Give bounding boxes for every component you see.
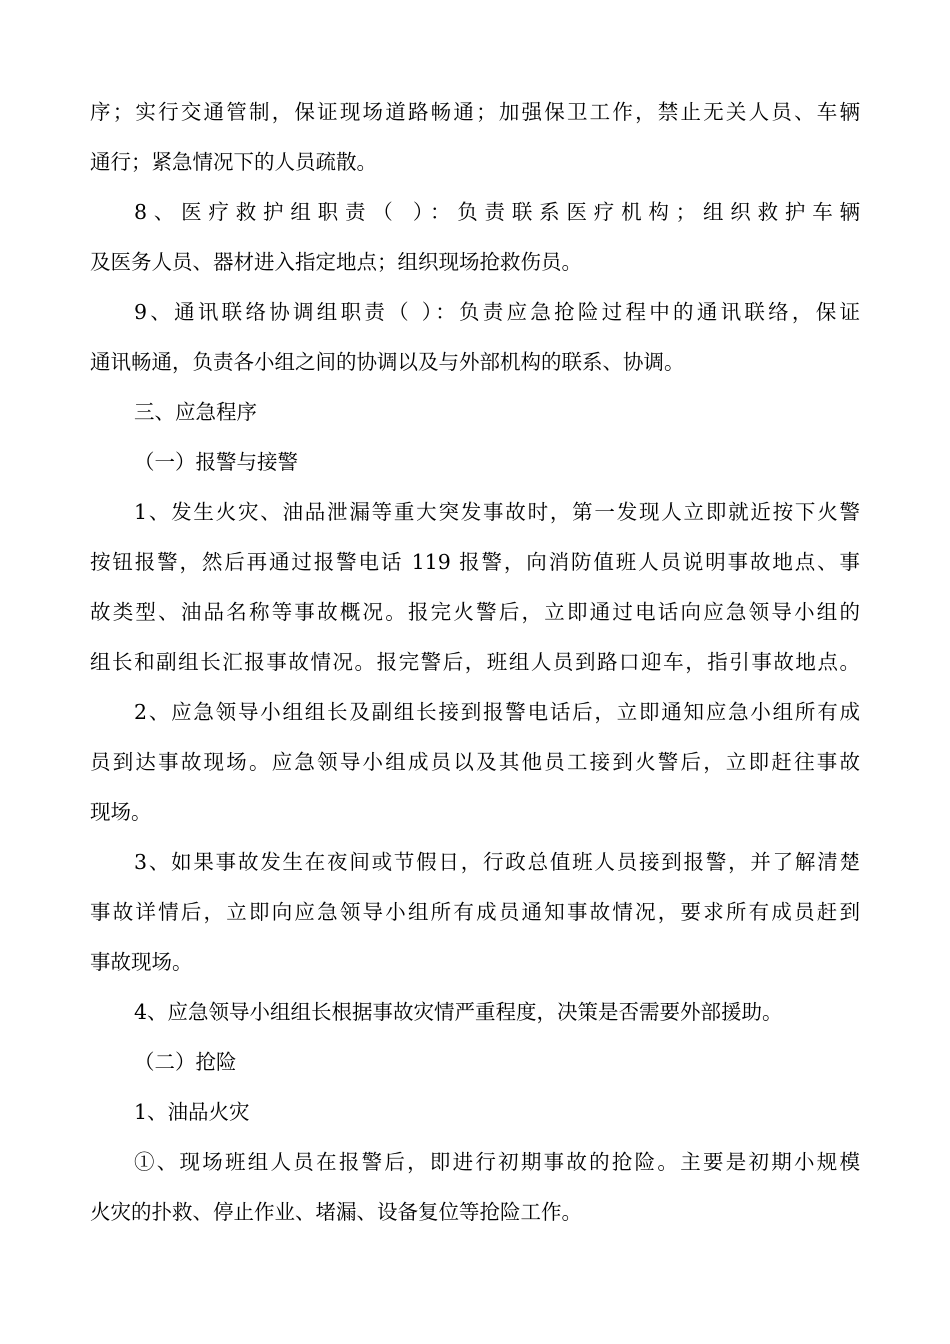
text-line: 火灾的扑救、停止作业、堵漏、设备复位等抢险工作。 (90, 1200, 582, 1224)
text-line: 及医务人员、器材进入指定地点；组织现场抢救伤员。 (90, 250, 582, 274)
text-line: 序；实行交通管制，保证现场道路畅通；加强保卫工作，禁止无关人员、车辆 (90, 100, 860, 124)
subsection-heading: （二）抢险 (134, 1050, 237, 1074)
text-line: 通讯畅通，负责各小组之间的协调以及与外部机构的联系、协调。 (90, 350, 685, 374)
text-line: 现场。 (90, 800, 152, 824)
text-line: 3、如果事故发生在夜间或节假日，行政总值班人员接到报警，并了解清楚 (134, 850, 860, 874)
item-heading: 1、油品火灾 (134, 1100, 250, 1124)
text-line: 事故现场。 (90, 950, 193, 974)
text-line: 通行；紧急情况下的人员疏散。 (90, 150, 377, 174)
text-line: 1、发生火灾、油品泄漏等重大突发事故时，第一发现人立即就近按下火警 (134, 500, 860, 524)
text-line: 事故详情后，立即向应急领导小组所有成员通知事故情况，要求所有成员赶到 (90, 900, 860, 924)
text-line: 组长和副组长汇报事故情况。报完警后，班组人员到路口迎车，指引事故地点。 (90, 650, 860, 674)
text-line: ①、现场班组人员在报警后，即进行初期事故的抢险。主要是初期小规模 (134, 1150, 860, 1174)
text-line: 8、医疗救护组职责（ ）：负责联系医疗机构；组织救护车辆 (134, 200, 860, 224)
text-line: 9、通讯联络协调组职责（ ）：负责应急抢险过程中的通讯联络，保证 (134, 300, 860, 324)
section-heading: 三、应急程序 (134, 400, 257, 424)
text-line: 按钮报警，然后再通过报警电话 119 报警，向消防值班人员说明事故地点、事 (90, 550, 860, 574)
text-line: 故类型、油品名称等事故概况。报完火警后，立即通过电话向应急领导小组的 (90, 600, 860, 624)
text-line: 2、应急领导小组组长及副组长接到报警电话后，立即通知应急小组所有成 (134, 700, 860, 724)
text-line: 员到达事故现场。应急领导小组成员以及其他员工接到火警后，立即赶往事故 (90, 750, 860, 774)
text-line: 4、应急领导小组组长根据事故灾情严重程度，决策是否需要外部援助。 (134, 1000, 783, 1024)
subsection-heading: （一）报警与接警 (134, 450, 298, 474)
